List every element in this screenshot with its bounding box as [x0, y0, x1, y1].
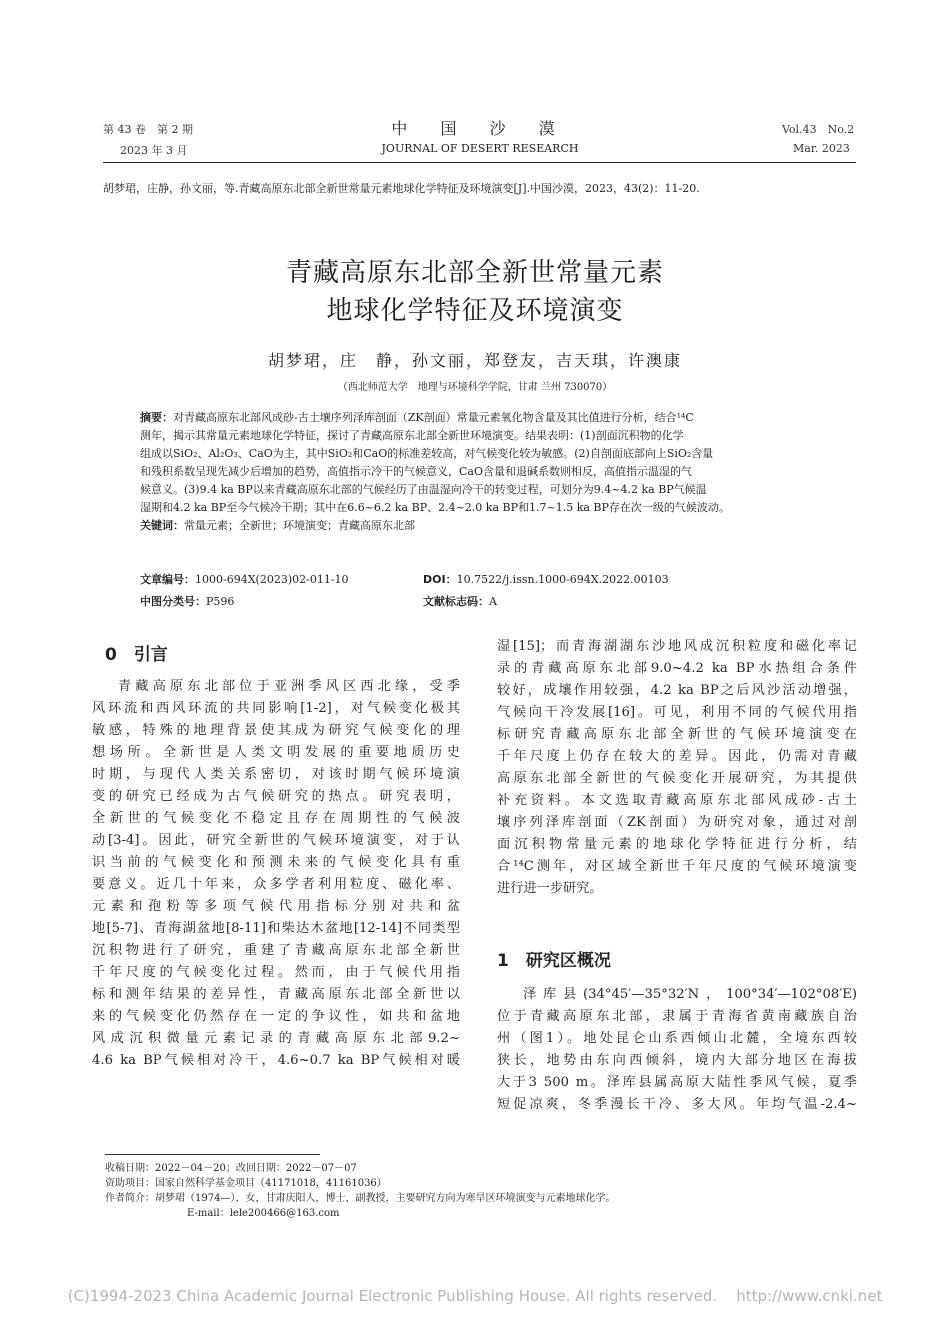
abstract-line: 和残积系数呈现先减少后增加的趋势，高值指示冷干的气候意义，CaO含量和退碱系数则相反，高值指示温湿的气	[140, 465, 692, 478]
article-number: 文章编号：1000-694X(2023)02-011-10	[140, 573, 349, 586]
abstract-line: 组成以SiO₂、Al₂O₃、CaO为主，其中SiO₂和CaO的标准差较高，对气候变化较为敏感。(2)自剖面底部向上SiO₂含量	[140, 447, 714, 460]
text-line: 全新世的气候变化不稳定且存在周期性的气候波	[92, 811, 460, 826]
document-code: 文献标志码：A	[423, 595, 497, 608]
text-line: 要意义。近几十年来，众多学者利用粒度、磁化率、	[92, 877, 460, 892]
text-line: 泽库县(34°45′—35°32′N，100°34′—102°08′E)	[523, 987, 857, 1002]
text-line: 风环流和西风环流的共同影响[1-2]，对气候变化极其	[92, 701, 460, 716]
text-line: 短促凉爽，冬季漫长干冷、多大风。年均气温-2.4~	[497, 1097, 857, 1112]
copyright-watermark: (C)1994-2023 China Academic Journal Electronic Publishing House. All rights reserved. http://www.cnki.net	[67, 1287, 883, 1305]
abstract	[140, 409, 830, 535]
text-line: 狭长，地势由东向西倾斜，境内大部分地区在海拔	[497, 1053, 857, 1068]
text-line: 标研究青藏高原东北部全新世的气候环境演变在	[497, 727, 857, 742]
clc-number: 中图分类号：P596	[140, 595, 235, 608]
author-email: E-mail：lele200466@163.com	[187, 1208, 340, 1219]
text-line: 沉积物进行了研究，重建了青藏高原东北部全新世	[92, 943, 460, 958]
abstract-line: 测年，揭示其常量元素地球化学特征，探讨了青藏高原东北部全新世环境演变。结果表明：(1)剖面沉积物的化学	[140, 429, 684, 442]
text-line: 标和测年结果的差异性，青藏高原东北部全新世以	[92, 987, 460, 1002]
journal-title-en: JOURNAL OF DESERT RESEARCH	[381, 142, 579, 155]
header-date-en: Mar. 2023	[793, 142, 850, 155]
text-line: 千年尺度上仍存在较大的差异。因此，仍需对青藏	[497, 749, 857, 764]
text-line: 敏感，特殊的地理背景使其成为研究气候变化的理	[92, 723, 460, 738]
text-line: 地[5-7]、青海湖盆地[8-11]和柴达木盆地[12-14]不同类型	[92, 921, 460, 936]
abstract-line: 对青藏高原东北部风成砂-古土壤序列泽库剖面（ZK剖面）常量元素氧化物含量及其比值进行分析，结合¹⁴C	[173, 411, 694, 424]
text-line: 4.6 ka BP气候相对冷干，4.6~0.7 ka BP气候相对暖	[92, 1053, 460, 1068]
abstract-line: 湿期和4.2 ka BP至今气候冷干期；其中在6.6~6.2 ka BP、2.4~2.0 ka BP和1.7~1.5 ka BP存在次一级的气候波动。	[140, 501, 730, 514]
section-1-title: 1 研究区概况	[497, 951, 611, 971]
header-volume: 第 43 卷 第 2 期	[103, 123, 193, 136]
header-rule	[103, 162, 856, 163]
text-line: 湿[15]；而青海湖湖东沙地风成沉积粒度和磁化率记	[497, 639, 857, 654]
funding: 资助项目：国家自然科学基金项目（41171018，41161036）	[105, 1178, 387, 1189]
text-line: 合¹⁴C测年，对区域全新世千年尺度的气候环境演变	[497, 859, 857, 874]
keywords: 常量元素；全新世；环境演变；青藏高原东北部	[184, 519, 415, 532]
citation: 胡梦珺，庄静，孙文丽，等.青藏高原东北部全新世常量元素地球化学特征及环境演变[J].中国沙漠，2023，43(2)：11-20.	[103, 182, 700, 195]
author-bio: 作者简介：胡梦珺（1974—），女，甘肃庆阳人，博士，副教授，主要研究方向为寒旱区环境演变与元素地球化学。	[105, 1193, 616, 1204]
affiliation: （西北师范大学 地理与环境科学学院，甘肃 兰州 730070）	[337, 382, 613, 393]
footnote	[105, 1161, 865, 1221]
text-line: 大于3 500 m。泽库县属高原大陆性季风气候，夏季	[497, 1075, 857, 1090]
text-line: 动[3-4]。因此，研究全新世的气候环境演变，对于认	[92, 833, 460, 848]
text-line: 录的青藏高原东北部9.0~4.2 ka BP水热组合条件	[497, 661, 857, 676]
title-line-1: 青藏高原东北部全新世常量元素	[285, 258, 664, 288]
text-line: 风成沉积微量元素记录的青藏高原东北部9.2~	[92, 1031, 460, 1046]
text-line: 变的研究已经成为古气候研究的热点。研究表明，	[92, 789, 460, 804]
text-line: 壤序列泽库剖面（ZK剖面）为研究对象，通过对剖	[497, 815, 857, 830]
text-line: 来的气候变化仍然存在一定的争议性，如共和盆地	[92, 1009, 460, 1024]
text-line: 较好，成壤作用较强，4.2 ka BP之后风沙活动增强，	[497, 683, 857, 698]
doi: DOI：10.7522/j.issn.1000-694X.2022.00103	[423, 573, 669, 586]
text-line: 进行进一步研究。	[497, 881, 603, 896]
text-line: 识当前的气候变化和预测未来的气候变化具有重	[92, 855, 460, 870]
footnote-rule	[105, 1154, 320, 1155]
section-1-body	[497, 984, 857, 1116]
received-date: 收稿日期：2022－04－20；改回日期：2022－07－07	[105, 1163, 357, 1174]
section-0-body	[92, 676, 460, 1072]
text-line: 补充资料。本文选取青藏高原东北部风成砂-古土	[497, 793, 857, 808]
keywords-label: 关键词：	[140, 519, 184, 532]
title-line-2: 地球化学特征及环境演变	[326, 296, 624, 326]
text-line: 青藏高原东北部位于亚洲季风区西北缘，受季	[118, 679, 460, 694]
journal-title-cn: 中 国 沙 漠	[391, 119, 569, 138]
right-column-body	[497, 636, 857, 900]
authors: 胡梦珺，庄 静，孙文丽，郑登友，吉天琪，许澳康	[267, 351, 682, 370]
text-line: 州（图1）。地处昆仑山系西倾山北麓，全境东西较	[497, 1031, 857, 1046]
text-line: 元素和孢粉等多项气候代用指标分别对共和盆	[92, 899, 460, 914]
text-line: 面沉积物常量元素的地球化学特征进行分析，结	[497, 837, 857, 852]
header-date: 2023 年 3 月	[120, 144, 188, 157]
text-line: 高原东北部全新世的气候变化开展研究，为其提供	[497, 771, 857, 786]
text-line: 气候向干冷发展[16]。可见，利用不同的气候代用指	[497, 705, 857, 720]
header-volume-en: Vol.43 No.2	[782, 123, 855, 136]
text-line: 千年尺度的气候变化过程。然而，由于气候代用指	[92, 965, 460, 980]
abstract-label: 摘要：	[140, 411, 173, 424]
text-line: 想场所。全新世是人类文明发展的重要地质历史	[92, 745, 460, 760]
text-line: 时期，与现代人类关系密切，对该时期气候环境演	[92, 767, 460, 782]
section-0-title: 0 引言	[105, 645, 168, 665]
text-line: 位于青藏高原东北部，隶属于青海省黄南藏族自治	[497, 1009, 857, 1024]
abstract-line: 候意义。(3)9.4 ka BP以来青藏高原东北部的气候经历了由温湿向冷干的转变过程，可划分为9.4~4.2 ka BP气候温	[140, 483, 707, 496]
